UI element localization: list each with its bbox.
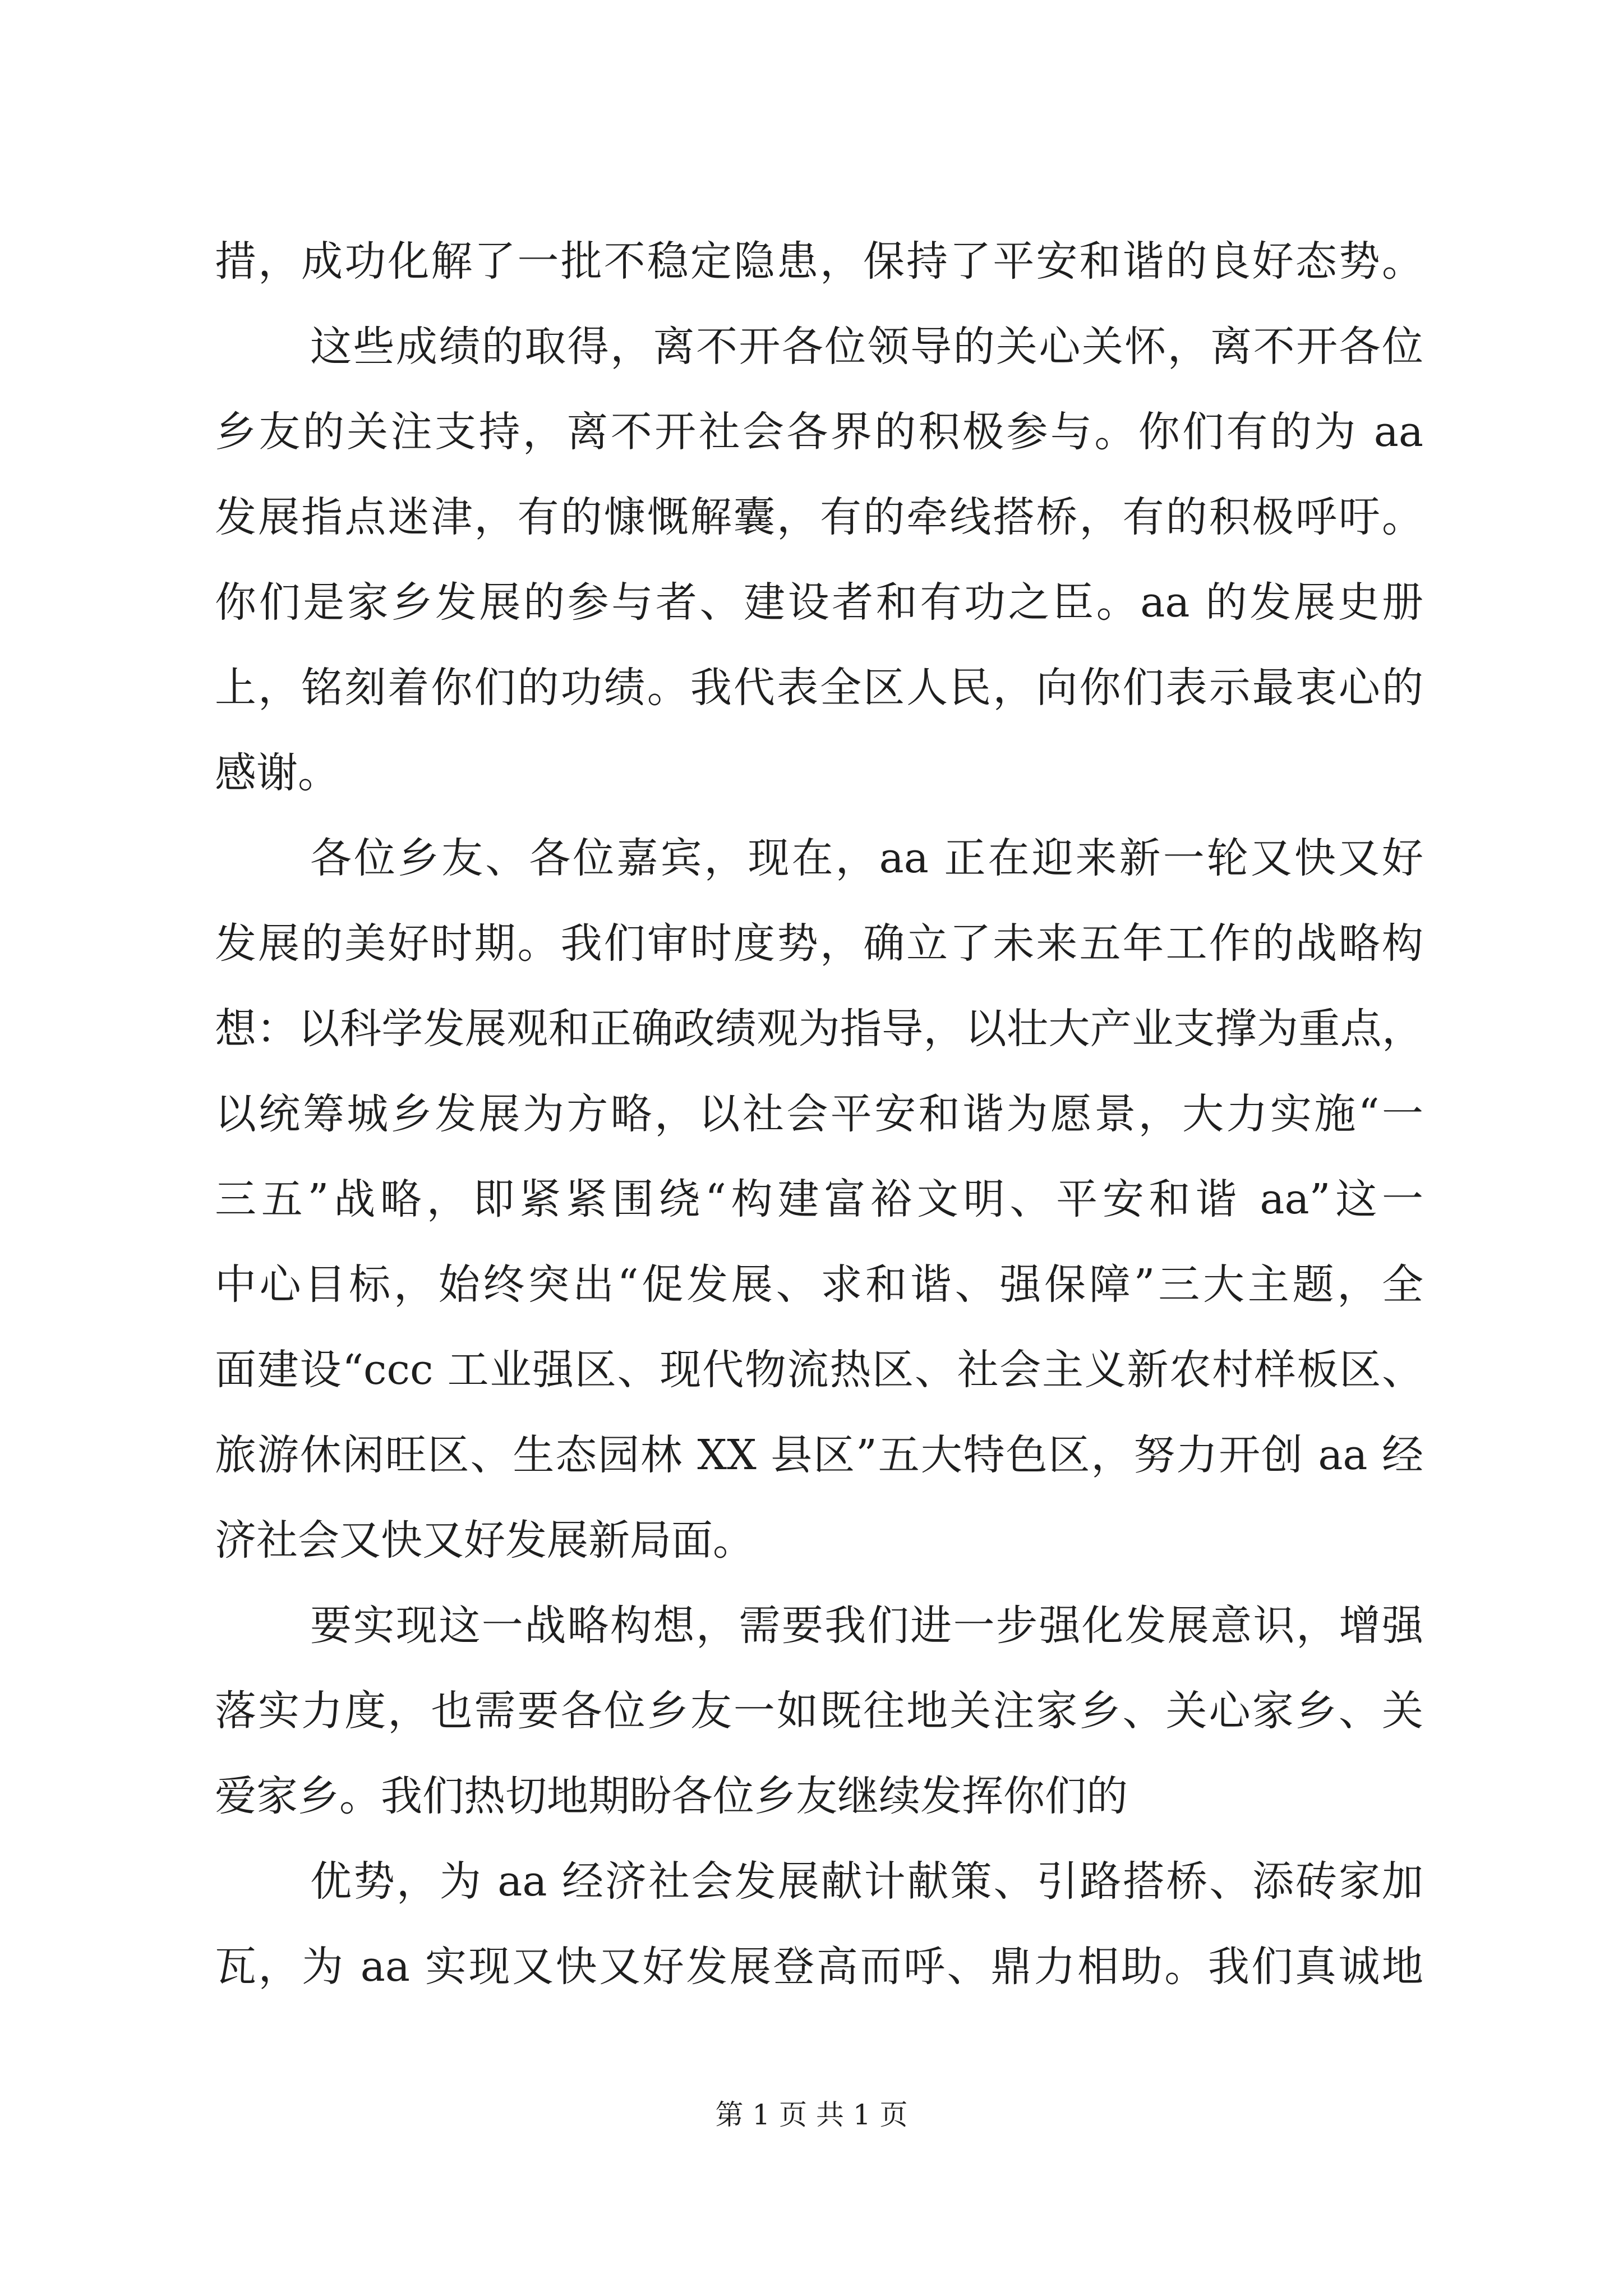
text-line: 面建设“ccc 工业强区、现代物流热区、社会主义新农村样板区、 bbox=[215, 1346, 1423, 1394]
page-footer: 第 1 页 共 1 页 bbox=[715, 2099, 908, 2131]
text-line: 中心目标，始终突出“促发展、求和谐、强保障”三大主题，全 bbox=[215, 1260, 1423, 1309]
text-line: 各位乡友、各位嘉宾，现在，aa 正在迎来新一轮又快又好 bbox=[310, 834, 1423, 882]
text-line: 瓦，为 aa 实现又快又好发展登高而呼、鼎力相助。我们真诚地 bbox=[215, 1943, 1423, 1991]
text-line: 旅游休闲旺区、生态园林 XX 县区”五大特色区，努力开创 aa 经 bbox=[215, 1431, 1423, 1479]
text-line: 三五”战略，即紧紧围绕“构建富裕文明、平安和谐 aa”这一 bbox=[215, 1175, 1423, 1223]
document-body bbox=[215, 219, 1423, 2009]
text-line: 发展指点迷津，有的慷慨解囊，有的牵线搭桥，有的积极呼吁。 bbox=[215, 493, 1423, 541]
text-line: 乡友的关注支持，离不开社会各界的积极参与。你们有的为 aa bbox=[215, 408, 1423, 456]
text-line: 优势，为 aa 经济社会发展献计献策、引路搭桥、添砖家加 bbox=[310, 1857, 1423, 1906]
text-line: 措，成功化解了一批不稳定隐患，保持了平安和谐的良好态势。 bbox=[215, 237, 1423, 286]
text-line: 济社会又快又好发展新局面。 bbox=[215, 1516, 754, 1565]
text-line: 以统筹城乡发展为方略，以社会平安和谐为愿景，大力实施“一 bbox=[215, 1090, 1423, 1138]
text-line: 这些成绩的取得，离不开各位领导的关心关怀，离不开各位 bbox=[310, 323, 1423, 371]
text-line: 你们是家乡发展的参与者、建设者和有功之臣。aa 的发展史册 bbox=[215, 578, 1423, 627]
text-line: 感谢。 bbox=[215, 749, 339, 797]
text-line: 爱家乡。我们热切地期盼各位乡友继续发挥你们的 bbox=[215, 1772, 1128, 1820]
text-line: 想：以科学发展观和正确政绩观为指导，以壮大产业支撑为重点， bbox=[215, 1005, 1423, 1053]
text-line: 要实现这一战略构想，需要我们进一步强化发展意识，增强 bbox=[310, 1602, 1423, 1650]
text-line: 落实力度，也需要各位乡友一如既往地关注家乡、关心家乡、关 bbox=[215, 1687, 1423, 1735]
text-line: 上，铭刻着你们的功绩。我代表全区人民，向你们表示最衷心的 bbox=[215, 664, 1423, 712]
text-line: 发展的美好时期。我们审时度势，确立了未来五年工作的战略构 bbox=[215, 919, 1423, 968]
